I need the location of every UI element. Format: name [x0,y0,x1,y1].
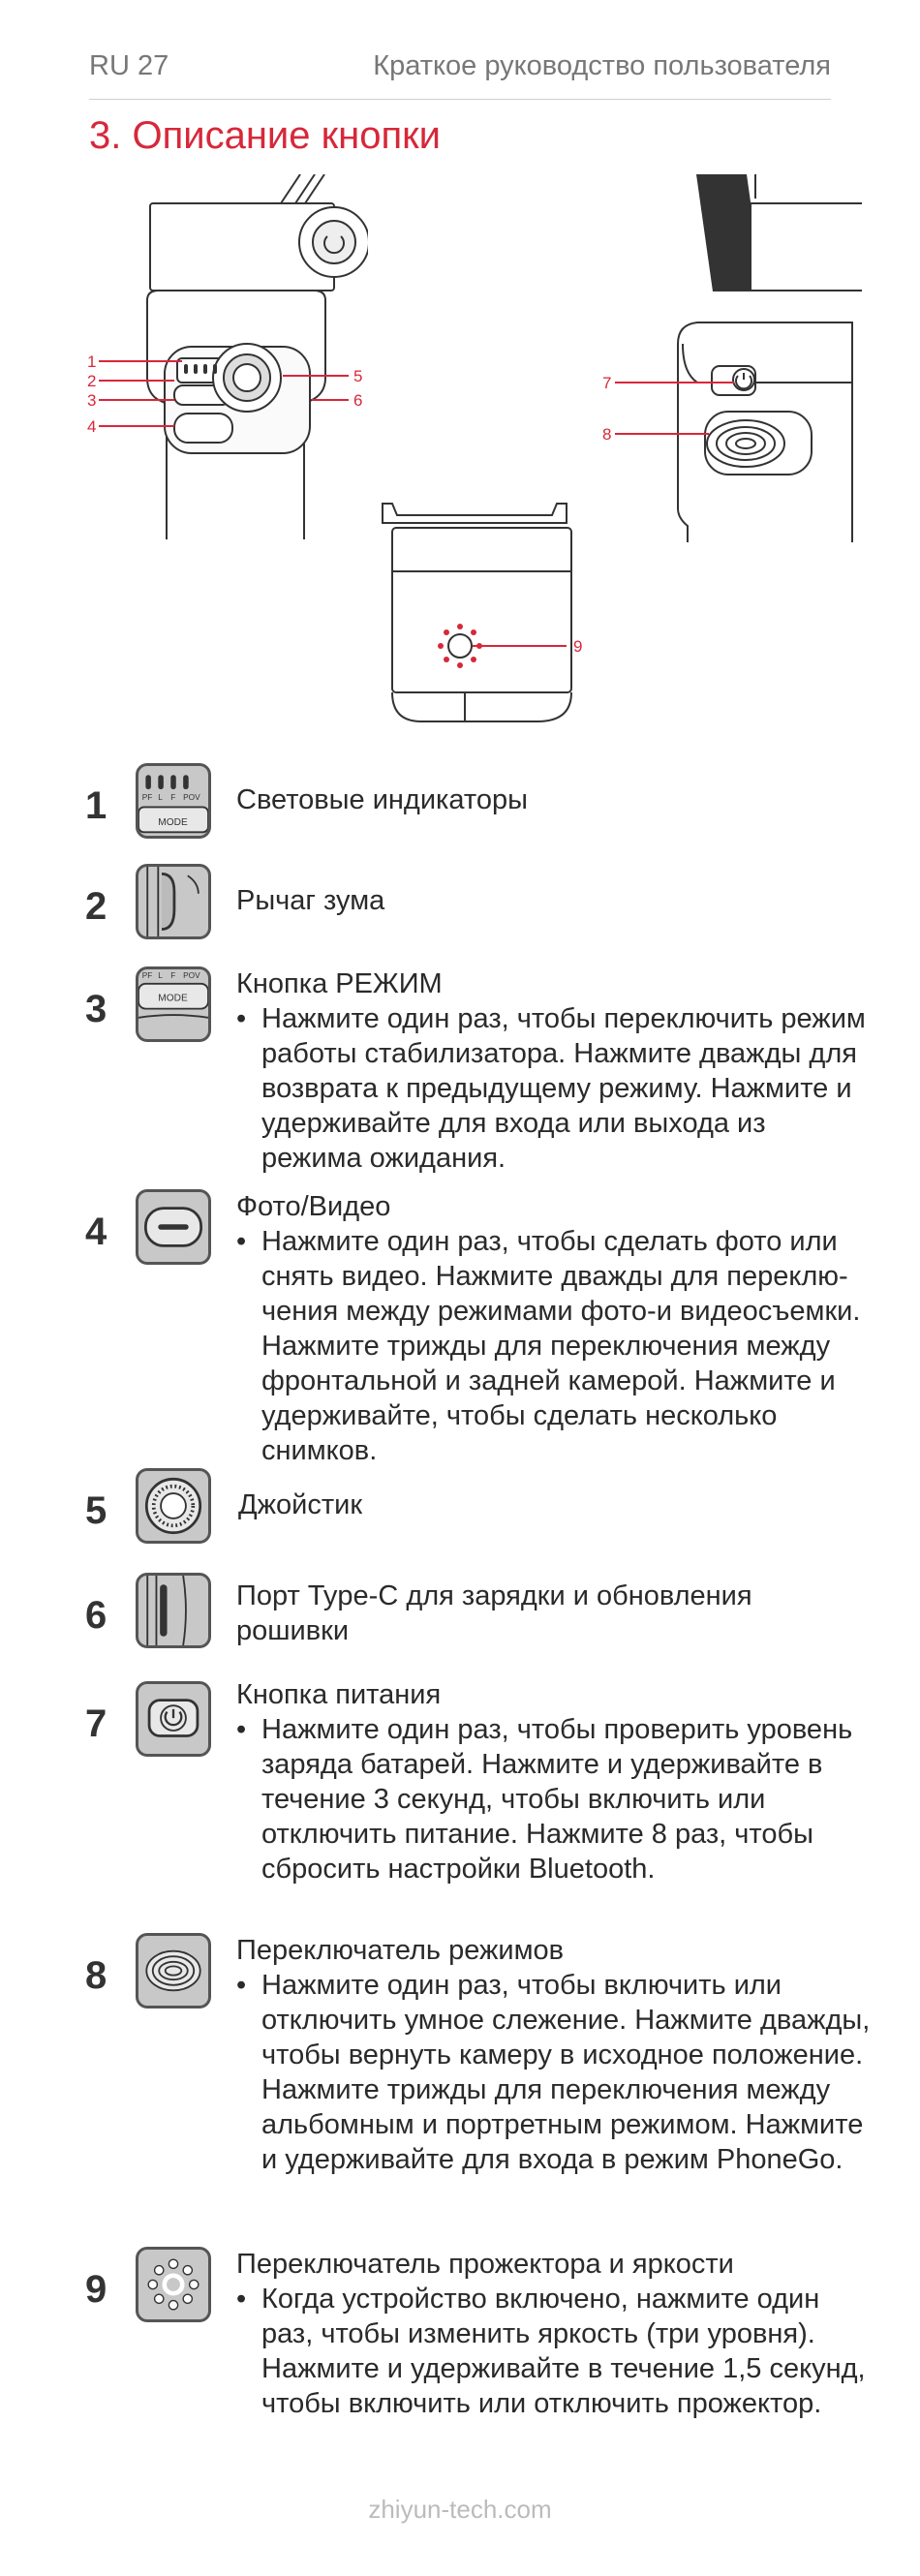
item-number: 3 [85,988,107,1030]
item-title: Переключатель прожектора и яркости [236,2249,734,2280]
section-title: 3. Описание кнопки [89,114,441,157]
item-number: 7 [85,1702,107,1745]
bullet: • [236,1714,247,1745]
shutter-button-icon [136,1189,211,1265]
callout-2: 2 [87,372,97,390]
description-text: Нажмите один раз, чтобы сделать фото или снять видео. Нажмите дважды для переклю-чения между режимами фото-и видеосъемки. Нажмите трижды для переключения между фронтальной и задней камерой. Нажмите и удерживайте, чтобы сделать несколько снимков. [261,1226,861,1466]
joystick-icon [136,1468,211,1544]
zoom-lever-icon [136,864,211,939]
item-title: Рычаг зума [236,885,385,916]
power-button-icon [136,1681,211,1757]
item-number: 8 [85,1954,107,1997]
item-title: Световые индикаторы [236,784,528,815]
light-indicators-icon [136,763,211,839]
description-text: Нажмите один раз, чтобы включить или отключить умное слежение. Нажмите дважды, чтобы вернуть камеру в исходное положение. Нажмите трижды для переключения между альбомным и портретным режимом. Нажмите и удерживайте для входа в режим PhoneGo. [261,1970,871,2175]
bullet: • [236,1970,247,2001]
bullet: • [236,1003,247,1034]
item-title: Кнопка питания [236,1679,442,1710]
spotlight-icon [136,2247,211,2322]
thumb-label-l: L [158,970,163,981]
callout-8: 8 [602,425,612,444]
thumb-label-mode: MODE [158,993,188,1004]
item-number: 4 [85,1211,107,1253]
callout-7: 7 [602,374,612,392]
thumb-label-mode: MODE [158,816,188,828]
thumb-label-pf: PF [141,792,153,803]
item-number: 9 [85,2268,107,2311]
callout-1: 1 [87,353,97,371]
gimbal-back-illustration [591,174,862,542]
usb-port-icon [136,1573,211,1648]
description-text: Нажмите один раз, чтобы переключить режим работы стабилизатора. Нажмите дважды для возврата к предыдущему режиму. Нажмите и удерживайте для входа или выхода из режима ожидания. [261,1003,866,1174]
item-number: 2 [85,885,107,928]
thumb-label-pov: POV [183,792,200,803]
callout-5: 5 [353,367,363,385]
callout-4: 4 [87,417,97,436]
item-number: 5 [85,1489,107,1532]
item-title: Джойстик [238,1489,363,1520]
phone-clamp-illustration [368,494,610,736]
callout-6: 6 [353,391,363,410]
mode-button-icon [136,966,211,1042]
thumb-label-pov: POV [183,970,200,981]
item-title: Фото/Видео [236,1191,391,1222]
mode-switch-icon [136,1933,211,2009]
page-number: RU 27 [89,50,169,81]
page-header [89,43,831,100]
thumb-label-l: L [158,792,163,803]
item-description [236,1224,872,1468]
footer-website: zhiyun-tech.com [368,2495,552,2524]
description-text: Когда устройство включено, нажмите один раз, чтобы изменить яркость (три уровня). Нажмите и удерживайте в течение 1,5 секунд, чтобы включить или отключить прожектор. [261,2284,866,2419]
document-title: Краткое руководство пользователя [373,50,831,81]
thumb-label-f: F [170,970,176,981]
item-description [236,1712,872,1886]
item-title: Порт Type-C для зарядки и обновления рошивки [236,1580,752,1646]
gimbal-front-illustration [58,174,368,542]
callout-3: 3 [87,391,97,410]
item-description [236,1001,872,1176]
thumb-label-f: F [170,792,176,803]
item-description [236,1968,872,2177]
item-number: 6 [85,1594,107,1637]
thumb-label-pf: PF [141,970,153,981]
description-text: Нажмите один раз, чтобы проверить уровень заряда батарей. Нажмите и удерживайте в течение 3 секунд, чтобы включить или отключить питание. Нажмите 8 раз, чтобы сбросить настройки Bluetooth. [261,1714,853,1885]
item-number: 1 [85,784,107,827]
item-title: Переключатель режимов [236,1935,565,1966]
callout-9: 9 [573,637,583,656]
item-description [236,2282,872,2421]
bullet: • [236,2284,247,2315]
bullet: • [236,1226,247,1257]
item-title: Кнопка РЕЖИМ [236,968,443,999]
